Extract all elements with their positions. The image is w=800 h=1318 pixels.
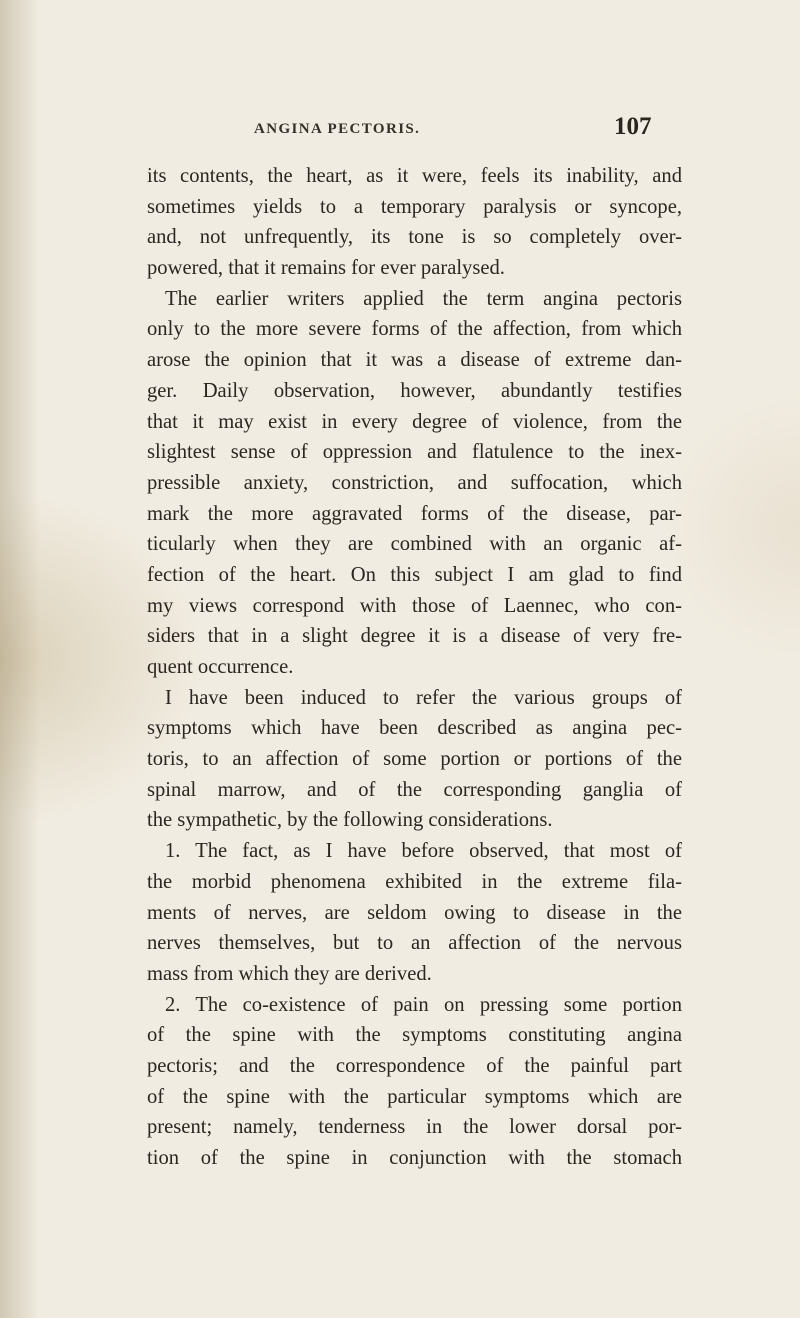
running-title: ANGINA PECTORIS. <box>254 121 421 137</box>
text-line: 2. The co-existence of pain on pressing some portion <box>165 993 682 1016</box>
text-line: symptoms which have been described as angina pec- <box>147 717 682 740</box>
text-line: arose the opinion that it was a disease of extreme dan- <box>147 349 682 372</box>
text-line: ger. Daily observation, however, abundantly testifies <box>147 379 682 402</box>
text-line: powered, that it remains for ever paralysed. <box>147 257 505 280</box>
text-line: mass from which they are derived. <box>147 962 432 985</box>
text-line: ments of nerves, are seldom owing to disease in the <box>147 901 682 924</box>
text-line: mark the more aggravated forms of the disease, par- <box>147 502 682 525</box>
text-line: I have been induced to refer the various groups of <box>165 686 682 709</box>
text-line: only to the more severe forms of the affection, from which <box>147 318 682 341</box>
text-line: that it may exist in every degree of violence, from the <box>147 410 682 433</box>
binding-shadow <box>0 0 40 1318</box>
page-number: 107 <box>614 113 652 140</box>
text-line: pressible anxiety, constriction, and suffocation, which <box>147 471 682 494</box>
text-line: and, not unfrequently, its tone is so completely over- <box>147 226 682 249</box>
text-line: fection of the heart. On this subject I am glad to find <box>147 563 682 586</box>
body-text <box>147 161 682 1174</box>
text-line: of the spine with the symptoms constituting angina <box>147 1024 682 1047</box>
text-line: sometimes yields to a temporary paralysis or syncope, <box>147 195 682 218</box>
text-line: the sympathetic, by the following considerations. <box>147 809 553 832</box>
text-line: nerves themselves, but to an affection of the nervous <box>147 932 682 955</box>
text-line: its contents, the heart, as it were, feels its inability, and <box>147 165 682 187</box>
text-line: ticularly when they are combined with an organic af- <box>147 533 682 556</box>
text-line: tion of the spine in conjunction with the stomach <box>147 1147 682 1169</box>
running-head <box>0 113 800 147</box>
text-line: siders that in a slight degree it is a disease of very fre- <box>147 625 682 648</box>
text-line: toris, to an affection of some portion or portions of the <box>147 748 682 771</box>
text-line: The earlier writers applied the term angina pectoris <box>165 287 682 310</box>
text-line: of the spine with the particular symptoms which are <box>147 1085 682 1108</box>
text-line: my views correspond with those of Laennec, who con- <box>147 594 682 617</box>
text-line: slightest sense of oppression and flatulence to the inex- <box>147 441 682 464</box>
text-line: quent occurrence. <box>147 656 294 678</box>
text-line: the morbid phenomena exhibited in the extreme fila- <box>147 870 682 893</box>
text-line: pectoris; and the correspondence of the painful part <box>147 1054 682 1077</box>
text-line: present; namely, tenderness in the lower dorsal por- <box>147 1116 682 1139</box>
text-line: 1. The fact, as I have before observed, that most of <box>165 840 682 863</box>
text-line: spinal marrow, and of the corresponding ganglia of <box>147 778 682 801</box>
